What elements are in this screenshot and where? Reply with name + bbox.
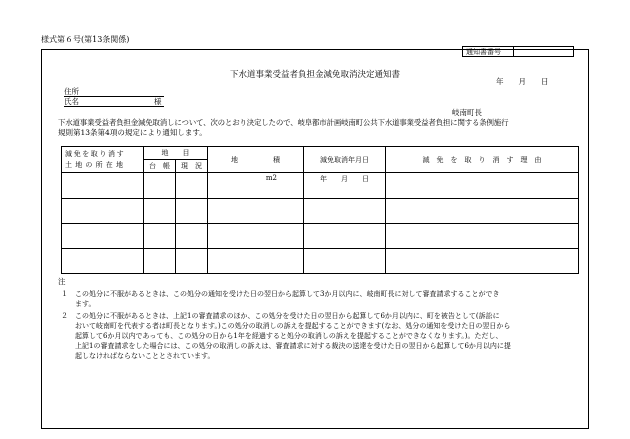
header-chimoku: 地 目 bbox=[144, 147, 208, 160]
cell-daicho bbox=[144, 249, 176, 274]
cell-cancel-date bbox=[304, 224, 386, 249]
honorific: 様 bbox=[154, 97, 162, 106]
cell-reason bbox=[386, 224, 579, 249]
notice-number-label: 通知書番号 bbox=[466, 48, 501, 56]
notice-number-box bbox=[462, 46, 574, 57]
note-line: ます。 bbox=[61, 300, 96, 308]
note-line: ２ この処分に不服があるときは、上記1の審査請求のほか、この処分を受けた日の翌日から起算して6か月以内に、町を被告として(訴訟に bbox=[61, 312, 500, 320]
form-label: 様式第６号(第13条関係) bbox=[41, 35, 130, 44]
header-chiseki: 地 積 bbox=[208, 147, 304, 173]
note-line: 起算して6か月以内であっても、この処分の日から1年を経過すると処分の取消しの訴えを提起することができなくなります。)。ただし、 bbox=[61, 332, 503, 340]
address-label: 住所 bbox=[64, 87, 164, 97]
name-row bbox=[64, 97, 164, 107]
cell-area bbox=[208, 199, 304, 224]
cell-cancel-date: 年 月 日 bbox=[304, 173, 386, 199]
table-row bbox=[62, 249, 579, 274]
table-header-row bbox=[62, 147, 579, 160]
cell-daicho bbox=[144, 199, 176, 224]
header-location-line-2: 土地の所在地 bbox=[65, 160, 127, 169]
cell-reason bbox=[386, 249, 579, 274]
note-line: おいて岐南町を代表する者は町長となります。)この処分の取消しの訴えを提起することができます(なお、処分の通知を受けた日の翌日から bbox=[61, 322, 511, 330]
cell-cancel-date bbox=[304, 199, 386, 224]
cell-genkyo bbox=[176, 249, 208, 274]
note-line: １ この処分に不服があるときは、この処分の通知を受けた日の翌日から起算して3か月以内に、岐南町長に対して審査請求することができ bbox=[61, 290, 500, 298]
table-row bbox=[62, 199, 579, 224]
cell-location bbox=[62, 199, 144, 224]
cell-cancel-date bbox=[304, 249, 386, 274]
cell-reason bbox=[386, 173, 579, 199]
cell-location bbox=[62, 173, 144, 199]
notes-header: 注 bbox=[58, 277, 66, 286]
note-line: 上記1の審査請求をした場合には、この処分の取消しの訴えは、審査請求に対する裁決の送達を受けた日の翌日から起算して6か月以内に提 bbox=[61, 342, 511, 350]
document-title: 下水道事業受益者負担金減免取消決定通知書 bbox=[229, 70, 400, 80]
cell-genkyo bbox=[176, 173, 208, 199]
cell-area bbox=[208, 249, 304, 274]
header-genkyo: 現 況 bbox=[176, 160, 208, 173]
table-row bbox=[62, 173, 579, 199]
body-line-1: 下水道事業受益者負担金減免取消しについて、次のとおり決定したので、岐阜都市計画岐南町公共下水道事業受益者負担に関する条例施行 bbox=[58, 118, 509, 127]
cell-daicho bbox=[144, 224, 176, 249]
cell-area bbox=[208, 224, 304, 249]
header-reason: 減 免 を 取 り 消 す 理 由 bbox=[386, 147, 579, 173]
notice-number-divider bbox=[513, 47, 514, 56]
cell-genkyo bbox=[176, 199, 208, 224]
note-line: 起しなければならないこととされています。 bbox=[61, 352, 215, 360]
header-daicho: 台 帳 bbox=[144, 160, 176, 173]
cell-genkyo bbox=[176, 224, 208, 249]
cell-reason bbox=[386, 199, 579, 224]
header-cancel-date: 減免取消年月日 bbox=[304, 147, 386, 173]
cell-daicho bbox=[144, 173, 176, 199]
body-line-2: 規則第13条第4項の規定により通知します。 bbox=[58, 128, 207, 137]
details-table bbox=[61, 146, 579, 274]
cell-area-unit: m2 bbox=[208, 173, 304, 199]
cell-location bbox=[62, 224, 144, 249]
cell-location bbox=[62, 249, 144, 274]
issuer-name: 岐南町長 bbox=[452, 108, 482, 117]
header-location-line-1: 減免を取り消す bbox=[65, 149, 126, 158]
table-row bbox=[62, 224, 579, 249]
name-label: 氏名 bbox=[64, 97, 79, 106]
date-line: 年 月 日 bbox=[496, 77, 549, 86]
header-location bbox=[62, 147, 144, 173]
